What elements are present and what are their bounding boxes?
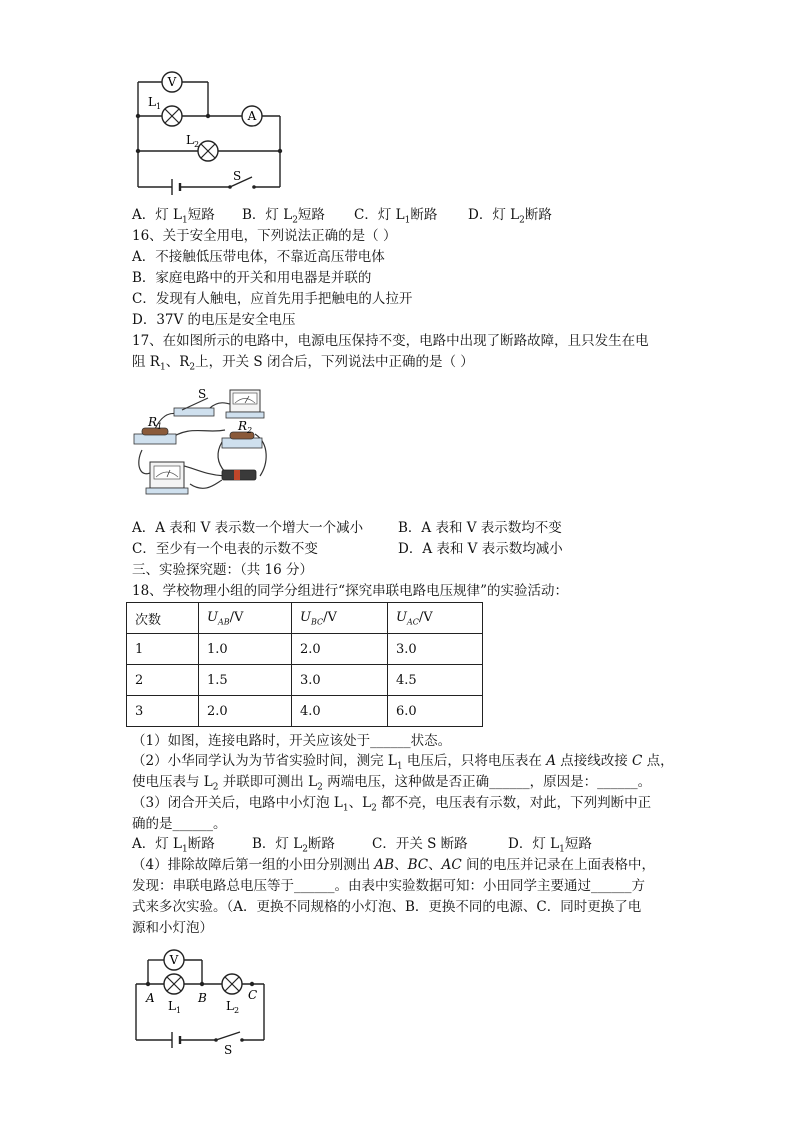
table-cell: 3.0 [388,634,483,665]
q17-option-a[interactable]: A．A 表和 V 表示数一个增大一个减小 [132,520,364,536]
q18-part2-line2: 使电压表与 $L_2$ 并联即可测出 $L_2$ 两端电压，这种做是否正确______，原因是：______。 [132,774,652,793]
q18-option-b[interactable]: B．灯 $L_2$断路 [252,836,335,855]
q18-part1: （1）如图，连接电路时，开关应该处于______状态。 [132,733,452,749]
table-header-cell: $U_{AB}/V$ [199,603,292,634]
q18-stem: 18、学校物理小组的同学分组进行“探究串联电路电压规律”的实验活动： [132,583,568,599]
q18-point-a-label: A [146,991,155,1005]
q16-option-c[interactable]: C．发现有人触电，应首先用手把触电的人拉开 [132,291,413,307]
q15-option-c[interactable]: C．灯 $L_1$断路 [354,207,438,226]
q17-option-c[interactable]: C．至少有一个电表的示数不变 [132,541,318,557]
q17-option-d[interactable]: D．A 表和 V 表示数均减小 [398,541,563,557]
q18-part3-line1: （3）闭合开关后，电路中小灯泡 $L_1$、$L_2$ 都不亮，电压表有示数，对此，下列判断中正 [132,795,652,814]
table-header-cell: $U_{AC}/V$ [388,603,483,634]
q18-data-table [126,602,483,727]
q17-option-b[interactable]: B．A 表和 V 表示数均不变 [398,520,562,536]
section3-title: 三、实验探究题：（共 16 分） [132,562,314,578]
table-cell: 6.0 [388,696,483,727]
q18-option-c[interactable]: C．开关 S 断路 [372,836,468,852]
q17-voltmeter-icon [226,390,264,418]
q18-part4-line4: 源和小灯泡） [132,920,213,936]
q18-lamp-l2-icon [222,974,242,994]
table-header-cell: $U_{BC}/V$ [292,603,388,634]
q18-part4-line3: 式来多次实验。（A．更换不同规格的小灯泡、B．更换不同的电源、C．同时更换了电 [132,899,642,915]
q15-lamp-l2-icon [198,141,218,161]
table-row [127,665,483,696]
table-header-row [127,603,483,634]
q18-lamp-l1-icon [164,974,184,994]
table-row [127,696,483,727]
q17-battery-icon [222,470,256,480]
q15-switch-label: S [233,169,242,183]
q18-part3-line2: 确的是______。 [132,816,227,832]
q16-option-a[interactable]: A．不接触低压带电体，不靠近高压带电体 [132,249,385,265]
q18-point-c-label: C [248,988,258,1002]
q15-option-a[interactable]: A．灯 $L_1$短路 [132,207,215,226]
q18-part4-line1: （4）排除故障后第一组的小田分别测出 AB、BC、AC 间的电压并记录在上面表格中， [132,857,655,873]
q17-r1-label: $R_1$ [148,415,163,431]
table-cell: 1 [127,634,199,665]
q17-resistor-r1-icon [134,428,176,444]
q15-l1-label: $L_1$ [148,95,162,111]
q15-lamp-l1-icon [162,106,182,126]
table-cell: 3 [127,696,199,727]
table-cell: 1.5 [199,665,292,696]
q18-l2-label: $L_2$ [226,999,240,1015]
table-cell: 4.0 [292,696,388,727]
q16-option-d[interactable]: D．37V 的电压是安全电压 [132,312,296,328]
q18-part2-line1: （2）小华同学认为为节省实验时间，测完 $L_1$ 电压后，只将电压表在 A 点接线改接 C 点， [132,753,674,772]
q17-ammeter-icon [146,462,188,494]
q17-switch-label: S [198,387,207,401]
q15-circuit-diagram [130,64,290,194]
q16-stem: 16、关于安全用电，下列说法正确的是（ ） [132,228,397,244]
table-cell: 2.0 [292,634,388,665]
q15-voltmeter-label: V [167,75,177,89]
q18-voltmeter-label: V [169,953,179,967]
q18-option-d[interactable]: D．灯 $L_1$短路 [508,836,592,855]
q18-part4-line2: 发现：串联电路总电压等于______。由表中实验数据可知：小田同学主要通过______方 [132,878,645,894]
q17-r2-label: $R_2$ [238,419,253,435]
q15-option-d[interactable]: D．灯 $L_2$断路 [468,207,552,226]
q18-option-a[interactable]: A．灯 $L_1$断路 [132,836,215,855]
table-cell: 2.0 [199,696,292,727]
q15-l2-label: $L_2$ [186,133,200,149]
q17-switch-icon [174,398,214,416]
q17-stem-line1: 17、在如图所示的电路中，电源电压保持不变，电路中出现了断路故障，且只发生在电 [132,333,649,349]
q16-option-b[interactable]: B．家庭电路中的开关和用电器是并联的 [132,270,372,286]
q18-point-b-label: B [198,991,207,1005]
q17-apparatus-figure [130,384,280,504]
table-cell: 3.0 [292,665,388,696]
table-cell: 4.5 [388,665,483,696]
q18-switch-label: S [224,1043,233,1057]
table-header-cell: 次数 [127,603,199,634]
q15-ammeter-label: A [247,109,257,123]
table-cell: 1.0 [199,634,292,665]
table-cell: 2 [127,665,199,696]
q15-option-b[interactable]: B．灯 $L_2$短路 [242,207,325,226]
q18-l1-label: $L_1$ [168,999,182,1015]
q17-stem-line2: 阻 $R_1$、$R_2$上，开关 S 闭合后，下列说法中正确的是（ ） [132,354,474,373]
table-row [127,634,483,665]
q18-circuit-diagram [130,944,280,1056]
